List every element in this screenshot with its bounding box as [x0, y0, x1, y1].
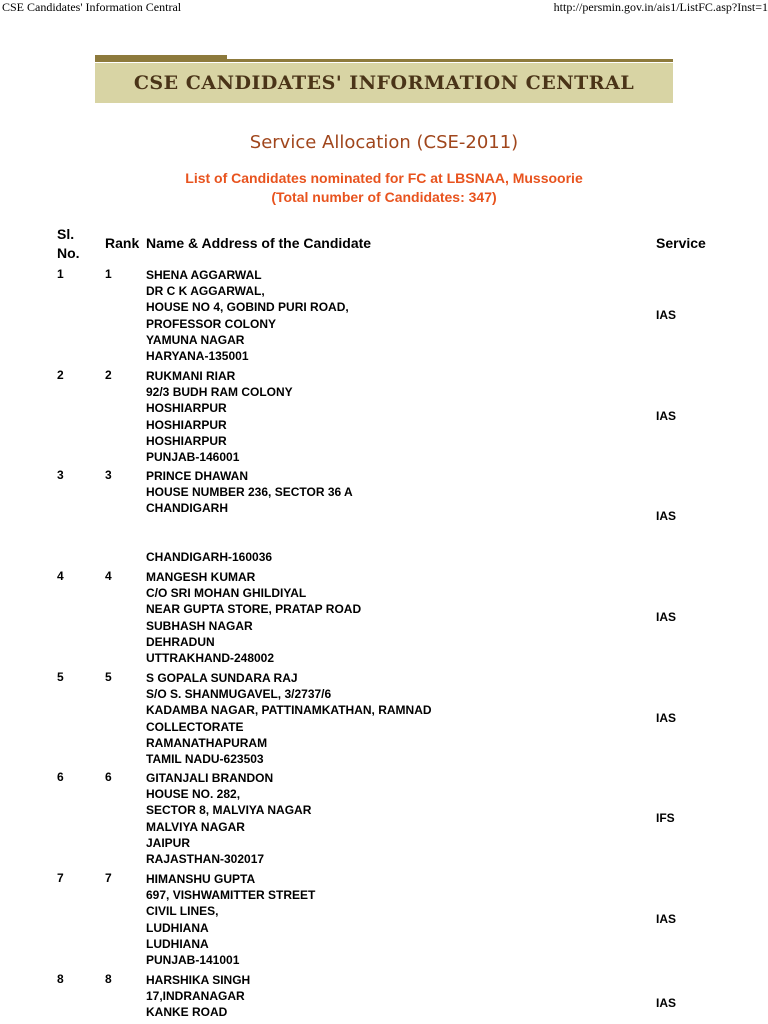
row-rank: 6: [105, 770, 112, 784]
row-sl-no: 8: [57, 972, 64, 986]
row-service: IFS: [656, 810, 675, 825]
total-candidates: (Total number of Candidates: 347): [271, 189, 497, 205]
address-line: YAMUNA NAGAR: [146, 332, 245, 347]
address-line: NEAR GUPTA STORE, PRATAP ROAD: [146, 602, 362, 617]
row-rank: 5: [105, 670, 112, 684]
row-rank: 2: [105, 368, 112, 382]
address-line: HOUSE NO. 282,: [146, 787, 241, 802]
row-name-address: [146, 267, 349, 364]
row-rank: 1: [105, 267, 112, 281]
row-service: IAS: [656, 710, 677, 725]
row-sl-no: 4: [57, 569, 64, 583]
header-name-address: Name & Address of the Candidate: [146, 235, 372, 251]
header-sl-line1: Sl.: [57, 226, 75, 242]
address-line: HOSHIARPUR: [146, 433, 227, 448]
row-sl-no: 7: [57, 871, 64, 885]
row-service: IAS: [656, 408, 677, 423]
address-line: MALVIYA NAGAR: [146, 819, 245, 834]
service-allocation-heading: Service Allocation (CSE-2011): [249, 132, 519, 153]
candidate-name: RUKMANI RIAR: [146, 369, 236, 383]
address-line: TAMIL NADU-623503: [146, 752, 264, 767]
address-line: CIVIL LINES,: [146, 904, 219, 919]
candidate-name: PRINCE DHAWAN: [146, 469, 249, 483]
header-service: Service: [656, 235, 706, 251]
address-line: HOSHIARPUR: [146, 417, 227, 432]
address-line: RAJASTHAN-302017: [146, 852, 265, 867]
address-line: DR C K AGGARWAL,: [146, 284, 265, 299]
address-line: SUBHASH NAGAR: [146, 618, 253, 633]
banner-title: CSE CANDIDATES' INFORMATION CENTRAL: [133, 72, 635, 94]
address-line: 697, VISHWAMITTER STREET: [146, 888, 316, 903]
print-header-url: http://persmin.gov.in/ais1/ListFC.asp?Inst=1: [553, 0, 768, 14]
header-sl-no: [57, 225, 80, 263]
address-line: DEHRADUN: [146, 634, 215, 649]
address-line: 92/3 BUDH RAM COLONY: [146, 385, 293, 400]
banner-top-rule: [95, 59, 673, 62]
address-line: UTTRAKHAND-248002: [146, 651, 275, 666]
print-header: [0, 0, 768, 16]
address-blank-line: [146, 533, 353, 549]
row-name-address: [146, 972, 250, 1021]
row-service: IAS: [656, 911, 677, 926]
row-rank: 3: [105, 468, 112, 482]
address-line: S/O S. SHANMUGAVEL, 3/2737/6: [146, 687, 332, 702]
row-name-address: [146, 468, 353, 565]
row-name-address: [146, 368, 293, 465]
header-sl-line2: No.: [57, 245, 80, 261]
address-line: PUNJAB-141001: [146, 953, 240, 968]
address-line: HOUSE NO 4, GOBIND PURI ROAD,: [146, 300, 349, 315]
row-service: IAS: [656, 609, 677, 624]
site-banner: [95, 55, 673, 103]
row-name-address: [146, 670, 432, 767]
candidate-name: HARSHIKA SINGH: [146, 973, 251, 987]
row-rank: 8: [105, 972, 112, 986]
address-line: LUDHIANA: [146, 920, 209, 935]
address-line: LUDHIANA: [146, 936, 209, 951]
candidate-name: S GOPALA SUNDARA RAJ: [146, 671, 298, 685]
address-line: RAMANATHAPURAM: [146, 735, 268, 750]
candidate-name: GITANJALI BRANDON: [146, 771, 274, 785]
address-line: JAIPUR: [146, 835, 191, 850]
row-service: IAS: [656, 307, 677, 322]
row-sl-no: 3: [57, 468, 64, 482]
address-line: PROFESSOR COLONY: [146, 316, 277, 331]
address-line: 17,INDRANAGAR: [146, 989, 245, 1004]
address-line: HOSHIARPUR: [146, 401, 227, 416]
address-line: KANKE ROAD: [146, 1005, 228, 1020]
address-line: KADAMBA NAGAR, PATTINAMKATHAN, RAMNAD: [146, 703, 432, 718]
row-name-address: [146, 871, 315, 968]
header-rank: Rank: [105, 235, 140, 251]
row-sl-no: 1: [57, 267, 64, 281]
row-name-address: [146, 770, 311, 867]
row-rank: 7: [105, 871, 112, 885]
row-sl-no: 6: [57, 770, 64, 784]
address-line: COLLECTORATE: [146, 719, 244, 734]
candidate-name: HIMANSHU GUPTA: [146, 872, 256, 886]
row-service: IAS: [656, 508, 677, 523]
address-line: C/O SRI MOHAN GHILDIYAL: [146, 586, 307, 601]
candidate-name: MANGESH KUMAR: [146, 570, 256, 584]
address-line: CHANDIGARH: [146, 501, 228, 516]
row-sl-no: 2: [57, 368, 64, 382]
address-line: CHANDIGARH-160036: [146, 549, 273, 564]
row-service: IAS: [656, 996, 677, 1010]
address-line: PUNJAB-146001: [146, 450, 240, 465]
candidate-name: SHENA AGGARWAL: [146, 268, 262, 282]
address-line: HARYANA-135001: [146, 349, 249, 364]
row-sl-no: 5: [57, 670, 64, 684]
address-line: SECTOR 8, MALVIYA NAGAR: [146, 803, 312, 818]
address-line: HOUSE NUMBER 236, SECTOR 36 A: [146, 485, 353, 500]
row-name-address: [146, 569, 361, 666]
print-header-title: CSE Candidates' Information Central: [2, 0, 182, 14]
address-blank-line: [146, 517, 353, 533]
list-title: List of Candidates nominated for FC at LBSNAA, Mussoorie: [185, 170, 583, 186]
row-rank: 4: [105, 569, 112, 583]
